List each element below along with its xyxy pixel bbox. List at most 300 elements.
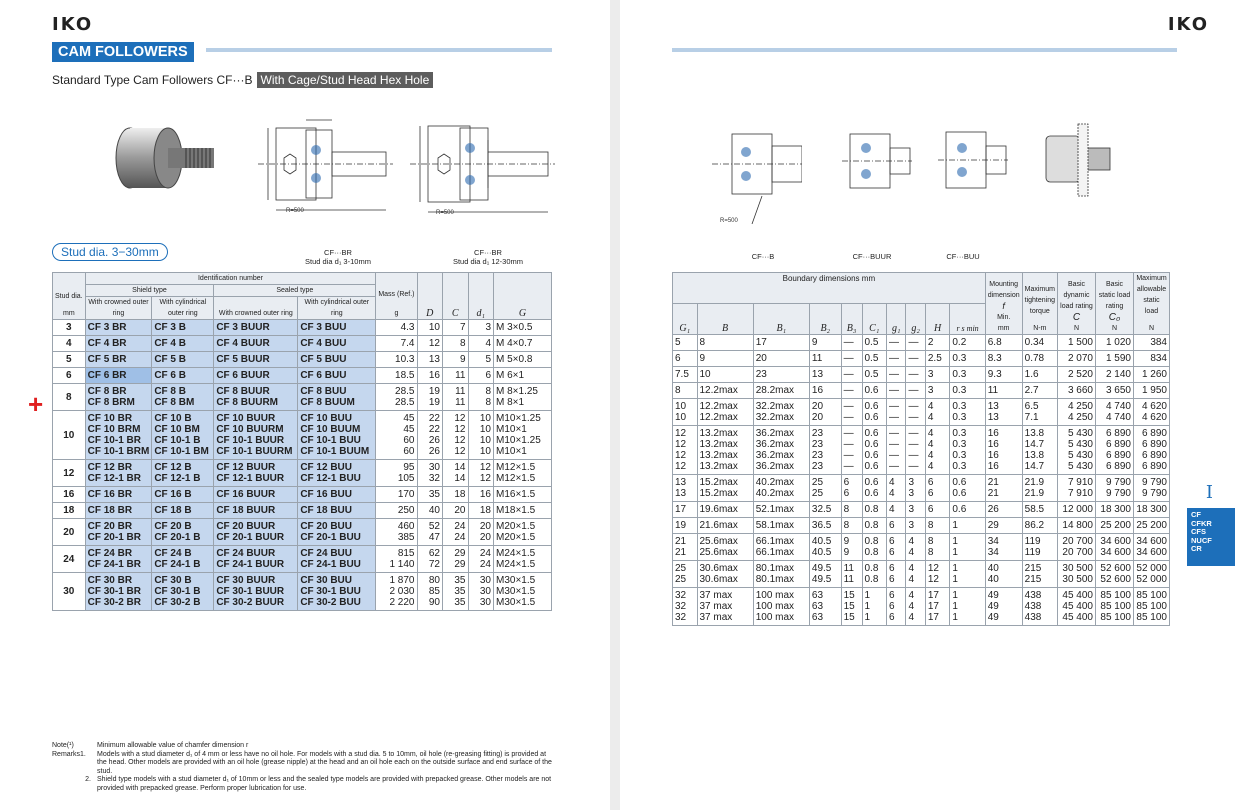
- table-row: [673, 383, 1170, 399]
- stud-dia-cell: 20: [53, 519, 86, 546]
- stud-dia-cell: 8: [53, 384, 86, 411]
- col-boundary-sub: G₁: [673, 304, 698, 335]
- dimension-cell: [985, 399, 1022, 426]
- section-tab[interactable]: [1187, 508, 1235, 566]
- cell-value: 0.6: [864, 488, 879, 499]
- cell-value: —: [889, 337, 899, 348]
- cell-value: CF 18 BUU: [300, 505, 353, 516]
- cell-value: 25.6max: [699, 547, 738, 558]
- cell-value: 12: [454, 413, 466, 424]
- dimension-cell: [697, 367, 753, 383]
- cell-value: 1 020: [1105, 337, 1131, 348]
- cell-value: 19.6max: [699, 504, 738, 515]
- cell-value: 460: [397, 521, 415, 532]
- cell-value: 8: [927, 536, 934, 547]
- cell-value: CF 24-1 BUU: [300, 559, 361, 570]
- cell-value: CF 24-1 BR: [87, 559, 141, 570]
- dimension-cell: [494, 546, 552, 573]
- cell-value: 25: [811, 488, 824, 499]
- dimension-cell: [925, 367, 950, 383]
- dimension-cell: [1096, 367, 1134, 383]
- cell-value: —: [908, 401, 919, 412]
- cell-value: 26: [428, 446, 440, 457]
- model-cell: [152, 460, 214, 487]
- cell-value: 6: [843, 477, 850, 488]
- dimension-cell: [673, 351, 698, 367]
- dimension-cell: [494, 519, 552, 546]
- section-tab-item[interactable]: CR: [1191, 544, 1202, 553]
- cell-value: 0.8: [864, 574, 879, 585]
- table-row: [53, 573, 552, 611]
- col-boundary-sub: B₂: [809, 304, 841, 335]
- dimension-cell: [887, 399, 906, 426]
- dimension-cell: [950, 588, 985, 626]
- dimension-cell: [376, 336, 417, 352]
- section-tab-item[interactable]: CF: [1191, 510, 1201, 519]
- dimension-cell: [697, 502, 753, 518]
- dimension-cell: [1058, 335, 1096, 351]
- cell-value: 58.5: [1024, 504, 1045, 515]
- dimension-cell: [809, 561, 841, 588]
- dimension-cell: [417, 384, 443, 411]
- model-cell: [85, 487, 152, 503]
- cell-value: CF 3 BUU: [300, 322, 347, 333]
- model-cell: [298, 519, 376, 546]
- dimension-cell: [673, 367, 698, 383]
- cell-value: 26: [428, 435, 440, 446]
- dimension-cell: [950, 399, 985, 426]
- dimension-cell: [862, 561, 887, 588]
- dimension-cell: [1134, 383, 1170, 399]
- cell-value: CF 20 BUU: [300, 521, 353, 532]
- dimension-cell: [1058, 561, 1096, 588]
- col-boundary: Boundary dimensions mm: [673, 273, 986, 304]
- stud-dia-cell: 12: [53, 460, 86, 487]
- red-cross-marker: +: [28, 389, 44, 419]
- table-row: [53, 487, 552, 503]
- cell-value: —: [889, 353, 899, 364]
- dimension-cell: [1096, 383, 1134, 399]
- cell-value: 4: [908, 536, 914, 547]
- cell-value: CF 4 B: [154, 338, 186, 349]
- dimension-cell: [887, 335, 906, 351]
- cell-value: 36.2max: [755, 461, 795, 472]
- cell-value: 80.1max: [755, 563, 795, 574]
- dimension-cell: [753, 367, 809, 383]
- dimension-cell: [468, 503, 494, 519]
- dimension-cell: [376, 384, 417, 411]
- cell-value: 250: [397, 505, 415, 516]
- cell-value: —: [908, 337, 919, 348]
- cell-value: 9 790: [1105, 477, 1131, 488]
- dimension-cell: [1096, 399, 1134, 426]
- left-page: [0, 0, 610, 810]
- dimension-cell: [887, 383, 906, 399]
- dimension-cell: [985, 426, 1022, 475]
- cell-value: 4: [927, 439, 934, 450]
- cell-value: 4: [908, 601, 914, 612]
- cell-value: 6: [889, 601, 895, 612]
- cell-value: 6.5: [1024, 401, 1039, 412]
- dimension-cell: [494, 411, 552, 460]
- cell-value: 35: [428, 489, 440, 500]
- cell-value: 49: [987, 612, 999, 623]
- dimension-cell: [906, 399, 925, 426]
- cell-value: —: [843, 439, 854, 450]
- cell-value: 14: [454, 473, 466, 484]
- dimension-cell: [443, 352, 469, 368]
- cell-value: 63: [811, 601, 824, 612]
- cell-value: CF 16 BUUR: [216, 489, 276, 500]
- cell-value: M24×1.5: [496, 559, 536, 570]
- model-cell: [85, 546, 152, 573]
- cell-value: 119: [1024, 536, 1041, 547]
- cell-value: 25 200: [1136, 520, 1167, 531]
- cell-value: 28.2max: [755, 385, 795, 396]
- dimension-cell: [443, 460, 469, 487]
- cell-value: CF 30-1 BUU: [300, 586, 361, 597]
- dimension-cell: [1096, 534, 1134, 561]
- cell-value: 4 620: [1141, 401, 1167, 412]
- cell-value: CF 24 BR: [87, 548, 133, 559]
- dimension-cell: [753, 518, 809, 534]
- dimension-cell: [841, 335, 862, 351]
- cell-value: 13: [987, 412, 999, 423]
- cell-value: CF 20 B: [154, 521, 192, 532]
- cell-value: 8: [675, 385, 681, 396]
- cell-value: 6 890: [1105, 428, 1131, 439]
- cell-value: 24: [454, 532, 466, 543]
- dimension-cell: [1134, 588, 1170, 626]
- cell-value: 34 600: [1100, 547, 1131, 558]
- cell-value: 8: [843, 504, 850, 515]
- cell-value: 0.6: [864, 461, 879, 472]
- dimension-cell: [950, 426, 985, 475]
- dimension-cell: [841, 502, 862, 518]
- dimension-cell: [985, 502, 1022, 518]
- dimension-cell: [376, 320, 417, 336]
- cell-value: 4 740: [1105, 412, 1131, 423]
- cell-value: 2 520: [1067, 369, 1093, 380]
- dimension-cell: [1096, 351, 1134, 367]
- cell-value: 40.2max: [755, 477, 795, 488]
- dimension-cell: [468, 519, 494, 546]
- cell-value: 40: [987, 574, 999, 585]
- model-cell: [298, 368, 376, 384]
- dimension-cell: [1134, 534, 1170, 561]
- model-cell: [152, 336, 214, 352]
- model-cell: [214, 384, 298, 411]
- cell-value: 32: [675, 590, 687, 601]
- dimension-cell: [443, 573, 469, 611]
- cell-value: —: [908, 450, 919, 461]
- dimension-cell: [809, 502, 841, 518]
- cell-value: 4: [927, 412, 934, 423]
- cell-value: CF 30-1 B: [154, 586, 201, 597]
- table-row: [53, 384, 552, 411]
- table-row: [53, 320, 552, 336]
- cell-value: CF 6 B: [154, 370, 186, 381]
- dimension-cell: [468, 487, 494, 503]
- cell-value: 0.5: [864, 353, 879, 364]
- cell-value: 15: [843, 590, 855, 601]
- model-cell: [214, 519, 298, 546]
- dimension-cell: [753, 534, 809, 561]
- cell-value: 12: [927, 574, 939, 585]
- dimension-cell: [1134, 518, 1170, 534]
- cell-value: CF 5 BUU: [300, 354, 347, 365]
- cell-value: CF 8 BUUR: [216, 386, 270, 397]
- cell-value: 0.3: [952, 385, 967, 396]
- dimension-cell: [697, 588, 753, 626]
- cell-value: 6: [927, 488, 934, 499]
- cell-value: CF 12 B: [154, 462, 192, 473]
- cell-value: 5: [485, 354, 491, 365]
- dimension-cell: [697, 399, 753, 426]
- cell-value: 13: [428, 354, 440, 365]
- col-identification: Identification number: [85, 273, 376, 285]
- cell-value: 45 400: [1062, 601, 1093, 612]
- col-boundary-sub: C₁: [862, 304, 887, 335]
- cell-value: 20: [811, 412, 824, 423]
- cell-value: CF 5 BUUR: [216, 354, 270, 365]
- cell-value: 3: [927, 385, 934, 396]
- cell-value: CF 8 BUUM: [300, 397, 355, 408]
- dimension-cell: [1058, 475, 1096, 502]
- cell-value: CF 4 BUU: [300, 338, 347, 349]
- cell-value: 52 000: [1136, 574, 1167, 585]
- cell-value: 20 700: [1062, 536, 1093, 547]
- cell-value: 9: [843, 547, 850, 558]
- model-cell: [152, 519, 214, 546]
- dimension-cell: [925, 588, 950, 626]
- dimension-cell: [906, 534, 925, 561]
- cell-value: 5 430: [1067, 461, 1093, 472]
- dimension-cell: [1134, 475, 1170, 502]
- table-row: [53, 352, 552, 368]
- cell-value: 14.7: [1024, 461, 1045, 472]
- cell-value: 10: [428, 322, 440, 333]
- cell-value: 90: [428, 597, 440, 608]
- cell-value: CF 30 BUUR: [216, 575, 276, 586]
- dimension-cell: [417, 411, 443, 460]
- model-cell: [85, 411, 152, 460]
- model-cell: [214, 503, 298, 519]
- cell-value: 17: [927, 612, 939, 623]
- cell-value: 10: [675, 401, 687, 412]
- cell-value: 37 max: [699, 612, 733, 623]
- cell-value: 16: [987, 450, 999, 461]
- cell-value: 16: [987, 439, 999, 450]
- dimension-cell: [925, 335, 950, 351]
- dimension-cell: [673, 518, 698, 534]
- cell-value: 4: [908, 547, 914, 558]
- cell-value: 4: [485, 338, 491, 349]
- model-cell: [298, 487, 376, 503]
- col-D: D: [417, 273, 443, 320]
- cell-value: 34 600: [1136, 547, 1167, 558]
- cell-value: 1: [864, 590, 871, 601]
- cell-value: 9: [699, 353, 706, 364]
- cell-value: 14 800: [1062, 520, 1093, 531]
- cell-value: 9: [459, 354, 466, 365]
- col-stud-dia: Stud dia. mm: [53, 273, 86, 320]
- cell-value: 24: [479, 548, 491, 559]
- cell-value: 0.6: [864, 450, 879, 461]
- cell-value: 15: [843, 601, 855, 612]
- cell-value: 52 000: [1136, 563, 1167, 574]
- cell-value: 7.4: [400, 338, 415, 349]
- col-boundary-sub: B₁: [753, 304, 809, 335]
- dimension-cell: [985, 588, 1022, 626]
- cell-value: 7 910: [1067, 488, 1093, 499]
- cell-value: 119: [1024, 547, 1041, 558]
- cell-value: 6: [485, 370, 491, 381]
- index-letter: I: [1205, 482, 1213, 503]
- model-cell: [298, 503, 376, 519]
- dimension-cell: [841, 367, 862, 383]
- cell-value: 10: [479, 413, 491, 424]
- cell-value: CF 30-2 B: [154, 597, 201, 608]
- cell-value: 0.3: [952, 401, 967, 412]
- dimension-cell: [1022, 383, 1057, 399]
- dimension-cell: [862, 534, 887, 561]
- dimension-cell: [887, 518, 906, 534]
- dimension-cell: [443, 546, 469, 573]
- cell-value: CF 16 BR: [87, 489, 133, 500]
- cell-value: 9: [811, 337, 818, 348]
- cell-value: 1: [864, 612, 871, 623]
- dimension-cell: [906, 475, 925, 502]
- cell-value: 21: [987, 488, 999, 499]
- cell-value: CF 5 B: [154, 354, 186, 365]
- cell-value: 1: [952, 612, 958, 623]
- cell-value: M 6×1: [496, 370, 525, 381]
- model-cell: [85, 368, 152, 384]
- cell-value: CF 10 BUURM: [216, 424, 284, 435]
- dimension-cell: [906, 351, 925, 367]
- dimension-cell: [753, 475, 809, 502]
- cell-value: CF 20-1 B: [154, 532, 201, 543]
- cell-value: CF 12 BUU: [300, 462, 353, 473]
- cell-value: 80.1max: [755, 574, 795, 585]
- cell-value: 6: [889, 547, 895, 558]
- cell-value: 30: [479, 586, 491, 597]
- dimension-cell: [753, 383, 809, 399]
- dimension-cell: [494, 573, 552, 611]
- cell-value: 45: [403, 424, 415, 435]
- cell-value: 0.6: [864, 428, 879, 439]
- dimension-cell: [906, 502, 925, 518]
- cell-value: 4 740: [1105, 401, 1131, 412]
- dimension-cell: [925, 475, 950, 502]
- dimension-cell: [673, 475, 698, 502]
- cell-value: 12.2max: [699, 401, 738, 412]
- cell-value: 85: [428, 586, 440, 597]
- cell-value: 1: [864, 601, 871, 612]
- section-tab-item[interactable]: CFS: [1191, 527, 1206, 536]
- dimension-cell: [697, 561, 753, 588]
- cell-value: CF 12-1 BR: [87, 473, 141, 484]
- cell-value: —: [908, 461, 919, 472]
- table-row: [53, 546, 552, 573]
- cell-value: 17: [927, 601, 939, 612]
- cell-value: —: [889, 461, 899, 472]
- cell-value: 13: [675, 477, 687, 488]
- cell-value: 1 140: [389, 559, 415, 570]
- cell-value: 8: [485, 386, 491, 397]
- cell-value: 0.6: [952, 477, 967, 488]
- cell-value: 6: [889, 574, 895, 585]
- dimension-cell: [985, 475, 1022, 502]
- model-cell: [85, 573, 152, 611]
- section-tab-item[interactable]: CFKR: [1191, 518, 1212, 528]
- dimension-cell: [925, 534, 950, 561]
- section-tab-item[interactable]: NUCF: [1191, 535, 1212, 545]
- cell-value: 13.2max: [699, 450, 738, 461]
- cell-value: 35: [454, 597, 466, 608]
- cell-value: 45 400: [1062, 612, 1093, 623]
- cell-value: 49: [987, 601, 999, 612]
- dimension-cell: [950, 534, 985, 561]
- cell-value: CF 6 BUUR: [216, 370, 270, 381]
- cell-value: 11: [455, 397, 466, 408]
- cell-value: 16: [479, 489, 491, 500]
- cell-value: 1 500: [1067, 337, 1093, 348]
- dimension-cell: [1134, 502, 1170, 518]
- cell-value: CF 10-1 BUUM: [300, 446, 370, 457]
- col-static-load: Basic static load rating C₀ N: [1096, 273, 1134, 335]
- cell-value: 20: [479, 521, 491, 532]
- drawing-cf-b: [712, 104, 802, 224]
- cell-value: 6 890: [1141, 428, 1167, 439]
- cell-value: 16: [428, 370, 440, 381]
- dimension-cell: [417, 460, 443, 487]
- cell-value: 9 790: [1141, 488, 1167, 499]
- dimension-cell: [443, 384, 469, 411]
- cell-value: 19: [428, 386, 440, 397]
- cell-value: 15: [843, 612, 855, 623]
- cell-value: CF 10-1 BR: [87, 435, 141, 446]
- dimension-cell: [673, 335, 698, 351]
- dimension-cell: [697, 518, 753, 534]
- dimension-cell: [1022, 502, 1057, 518]
- cell-value: 21.9: [1024, 488, 1045, 499]
- cell-value: CF 10-1 BUUR: [216, 435, 285, 446]
- cell-value: CF 16 BUU: [300, 489, 353, 500]
- cell-value: 18: [479, 505, 491, 516]
- cell-value: —: [889, 369, 899, 380]
- dimension-cell: [468, 573, 494, 611]
- cell-value: 0.2: [952, 337, 967, 348]
- cell-value: 6.8: [987, 337, 1002, 348]
- dimension-cell: [443, 320, 469, 336]
- cell-value: 5 430: [1067, 439, 1093, 450]
- dimension-cell: [925, 426, 950, 475]
- cell-value: —: [843, 401, 854, 412]
- cell-value: CF 12 BR: [87, 462, 133, 473]
- cell-value: CF 8 BUU: [300, 386, 347, 397]
- cell-value: 0.6: [864, 401, 879, 412]
- cell-value: 170: [397, 489, 415, 500]
- cell-value: 85 100: [1136, 601, 1167, 612]
- cell-value: 438: [1024, 590, 1042, 601]
- cell-value: 6: [927, 477, 934, 488]
- cell-value: 1: [952, 520, 958, 531]
- dimension-cell: [862, 502, 887, 518]
- cell-value: 32: [428, 473, 440, 484]
- cell-value: M10×1.25: [496, 413, 541, 424]
